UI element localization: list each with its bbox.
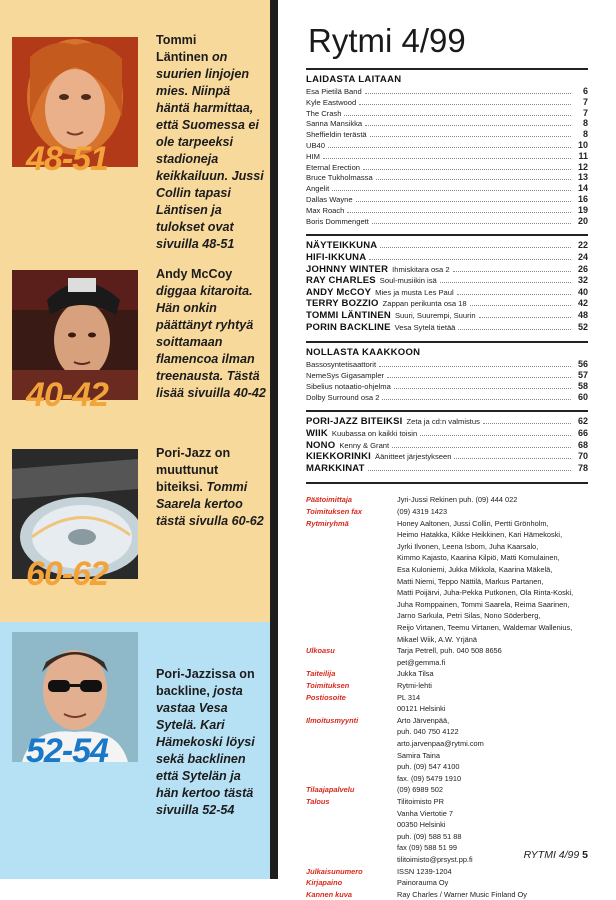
credit-line: Ray Charles / Warner Music Finland Oy [397, 889, 527, 899]
credit-line: PL 314 [397, 692, 421, 702]
credit-value [397, 680, 597, 692]
section-heading: NOLLASTA KAAKKOON [306, 347, 421, 359]
credit-line: Samira Taina [397, 750, 440, 760]
credit-line: Jukka Tilsa [397, 669, 434, 679]
entry-title: Dolby Surround osa 2 [306, 392, 380, 402]
entry-subtitle: Vesa Sytelä tietää [394, 322, 456, 332]
toc-entry[interactable] [306, 205, 588, 216]
entry-title: Sanna Mansikka [306, 119, 363, 129]
credit-label: Ulkoasu [306, 646, 335, 656]
credit-line: puh. 040 750 4122 [397, 727, 459, 737]
toc-entry[interactable] [306, 97, 588, 108]
toc-entry[interactable] [306, 463, 588, 475]
feature-mccoy [0, 218, 278, 433]
credit-label: Tilaajapalvelu [306, 785, 355, 795]
pages-number: 52-54 [26, 732, 108, 770]
entry-title: Boris Dommengett [306, 216, 369, 226]
leader-dots [379, 359, 571, 367]
credit-line: fax. (09) 5479 1910 [397, 773, 462, 783]
toc-entry[interactable] [306, 240, 588, 252]
credit-label: Rytmiryhmä [306, 518, 349, 528]
toc-entry[interactable] [306, 162, 588, 173]
entry-title: Bruce Tukholmassa [306, 173, 373, 183]
entry-title: Dallas Wayne [306, 195, 353, 204]
footer-page-number: 5 [582, 849, 588, 861]
credit-line: (09) 6989 502 [397, 785, 444, 795]
entry-title: Eternal Erection [306, 162, 361, 172]
entry-page: 6 [582, 86, 588, 96]
leader-dots [323, 151, 571, 159]
entry-page: 20 [577, 215, 588, 226]
leader-dots [369, 252, 571, 260]
credit-line: Jyrki Ilvonen, Leena Isbom, Juha Kaarsalo, [397, 541, 539, 551]
page-title: Rytmi 4/99 [308, 22, 466, 59]
leader-dots [453, 264, 571, 272]
credit-line: Kimmo Kajasto, Kaarina Kilpiö, Matti Komulainen, [397, 553, 560, 563]
credit-line: Tarja Petrell, puh. 040 508 8656 [397, 646, 502, 656]
entry-subtitle: Mies ja musta Les Paul [375, 287, 454, 297]
toc-entry[interactable] [306, 118, 588, 129]
entry-title: The Crash [306, 108, 342, 118]
credit-line: Tilitoimisto PR [397, 797, 444, 806]
toc-entry[interactable] [306, 322, 588, 334]
entry-title: PORI-JAZZ BITEIKSI [306, 416, 403, 428]
entry-title: TOMMI LÄNTINEN [306, 310, 391, 321]
credit-line: 00350 Helsinki [397, 820, 446, 830]
entry-page: 58 [577, 380, 588, 391]
credit-label: Taiteilija [306, 669, 336, 679]
entry-page: 42 [577, 298, 588, 309]
leader-dots [440, 275, 571, 283]
credit-entry [306, 494, 596, 506]
toc-entry[interactable] [306, 440, 588, 452]
toc-entry[interactable] [306, 108, 588, 119]
credit-line: Rytmi-lehti [397, 681, 432, 690]
entry-page: 16 [577, 194, 588, 204]
entry-page: 24 [577, 252, 588, 262]
entry-subtitle: Soul-musiikin isä [379, 276, 437, 286]
leader-dots [347, 205, 571, 213]
credit-value [397, 494, 597, 506]
entry-page: 7 [582, 107, 588, 118]
entry-title: MARKKINAT [306, 462, 365, 474]
leader-dots [372, 216, 571, 224]
credit-line: arto.jarvenpaa@rytmi.com [397, 738, 484, 748]
leader-dots [458, 322, 571, 330]
feature-blurb: Pori-Jazz on muuttunut biteiksi. Tommi Saarela kertoo tästä sivulla 60-62 [156, 446, 264, 528]
leader-dots [387, 370, 571, 378]
toc-entry[interactable] [306, 428, 588, 440]
entry-page: 11 [578, 150, 588, 161]
credit-value [397, 866, 597, 878]
leader-dots [479, 310, 571, 318]
leader-dots [392, 440, 571, 448]
leader-dots [420, 428, 571, 436]
credit-line: Honey Aaltonen, Jussi Collin, Pertti Grönholm, [397, 518, 549, 528]
feature-blurb: Pori-Jazzissa on backline, josta vastaa Vesa Sytelä. Kari Hämekoski löysi sekä backlinen että Sytelän ja hän kertoo tästä sivuilla 52-54 [156, 667, 255, 817]
leader-dots [328, 140, 571, 148]
entry-page: 62 [577, 416, 588, 427]
toc-entry[interactable] [306, 86, 588, 97]
toc-entry[interactable] [306, 183, 588, 194]
credit-line: (09) 4319 1423 [397, 507, 448, 516]
feature-pori-jazz [0, 433, 278, 622]
toc-entry[interactable] [306, 287, 588, 299]
credit-value [397, 692, 597, 715]
toc-entry[interactable] [306, 298, 588, 310]
feature-blurb: Andy McCoy diggaa kitaroita. Hän onkin päättänyt ryhtyä soittamaan flamencoa ilman treenausta. Tästä lisää sivuilla 40-42 [156, 267, 266, 400]
pages-number: 48-51 [26, 140, 108, 178]
toc-entry[interactable] [306, 370, 588, 381]
entry-title: Max Roach [306, 205, 345, 215]
credit-label: Ilmoitusmyynti [306, 715, 359, 725]
credit-value [397, 889, 597, 900]
entry-title: NemeSys Gigasampler [306, 371, 385, 380]
entry-page: 22 [577, 240, 588, 251]
toc-entry[interactable] [306, 129, 588, 140]
toc-entry[interactable] [306, 359, 588, 370]
credit-line: Mikael Wiik, A.W. Yrjänä [397, 634, 477, 644]
credit-label: Toimituksen [306, 681, 350, 690]
credit-line: Jyri-Jussi Rekinen puh. (09) 444 022 [397, 495, 518, 505]
leader-dots [380, 240, 571, 248]
credit-line: Arto Järvenpää, [397, 715, 450, 725]
credit-entry [306, 506, 596, 518]
credit-value [397, 518, 597, 646]
entry-title: Bassosyntetisaattorit [306, 360, 377, 370]
leader-dots [470, 298, 571, 306]
entry-subtitle: Zeta ja cd:n valmistus [406, 417, 480, 427]
credit-value [397, 645, 597, 668]
toc-entry[interactable] [306, 451, 588, 463]
section-rule [306, 482, 588, 484]
toc-entry[interactable] [306, 140, 588, 151]
credit-entry [306, 692, 596, 715]
leader-dots [382, 392, 571, 400]
entry-title: PORIN BACKLINE [306, 321, 391, 333]
entry-title: HIFI-IKKUNA [306, 252, 367, 263]
credit-line: tilitoimisto@prsyst.pp.fi [397, 854, 473, 864]
credit-line: Heimo Hatakka, Kikke Heikkinen, Kari Hämekoski, [397, 530, 563, 540]
credit-line: Jarno Sarkula, Petri Silas, Nono Söderberg, [397, 611, 541, 621]
entry-page: 68 [577, 439, 588, 450]
section-rule [306, 341, 588, 343]
leader-dots [359, 97, 571, 105]
entry-page: 48 [577, 310, 588, 320]
feature-lantinen [0, 0, 278, 251]
credit-line: Esa Kuloniemi, Jukka Mikkola, Kaarina Mäkelä, [397, 564, 553, 574]
leader-dots [344, 108, 571, 116]
credit-label: Kirjapaino [306, 878, 343, 888]
toc-entry[interactable] [306, 416, 588, 428]
credit-entry [306, 668, 596, 680]
credit-line: fax (09) 588 51 99 [397, 843, 457, 853]
credit-entry [306, 784, 596, 796]
entry-page: 60 [577, 391, 588, 402]
entry-page: 57 [577, 370, 588, 380]
entry-title: Sibelius notaatio-ohjelma [306, 381, 391, 391]
entry-page: 8 [582, 129, 588, 140]
credit-label: Talous [306, 797, 330, 806]
pages-number: 60-62 [26, 555, 108, 593]
leader-dots [454, 451, 571, 459]
credit-value [397, 715, 597, 785]
pages-number: 40-42 [26, 376, 108, 414]
leader-dots [365, 118, 571, 126]
toc-entry[interactable] [306, 275, 588, 287]
credit-value [397, 668, 597, 680]
entry-page: 78 [577, 462, 588, 473]
credit-line: Vanha Viertotie 7 [397, 808, 454, 818]
entry-title: Sheffieldin terästä [306, 130, 367, 140]
entry-subtitle: Kuubassa on kaikki toisin [331, 429, 418, 438]
entry-page: 70 [577, 451, 588, 462]
entry-title: Kyle Eastwood [306, 97, 357, 107]
credit-label: Julkaisunumero [306, 866, 363, 876]
entry-subtitle: Äänitteet järjestykseen [375, 452, 452, 462]
credit-label: Toimituksen fax [306, 507, 362, 516]
toc-entry[interactable] [306, 252, 588, 264]
credit-line: pet@gemma.fi [397, 657, 446, 667]
credit-line: Juha Romppainen, Tommi Saarela, Reima Saarinen, [397, 599, 570, 609]
entry-page: 12 [577, 161, 588, 172]
entry-title: NONO [306, 439, 336, 451]
toc-entry[interactable] [306, 151, 588, 162]
entry-title: Angelit [306, 184, 330, 194]
leader-dots [483, 416, 571, 424]
toc-entry[interactable] [306, 194, 588, 205]
title-rule [306, 68, 588, 70]
credit-entry [306, 645, 596, 668]
leader-dots [332, 183, 571, 191]
credit-entry [306, 889, 596, 900]
leader-dots [457, 287, 571, 295]
feature-backline [0, 622, 278, 879]
credit-line: puh. (09) 588 51 88 [397, 831, 462, 841]
entry-title: UB40 [306, 141, 325, 150]
credit-value [397, 506, 597, 518]
entry-page: 32 [577, 275, 588, 286]
credit-line: Matti Poijärvi, Juha-Pekka Putkonen, Ola Rinta-Koski, [397, 588, 574, 598]
toc-entry[interactable] [306, 216, 588, 227]
credit-value [397, 784, 597, 796]
entry-subtitle: Kenny & Grant [339, 440, 390, 450]
entry-title: HIM [306, 151, 320, 161]
entry-page: 10 [577, 140, 588, 150]
section-rule [306, 410, 588, 412]
entry-title: NÄYTEIKKUNA [306, 240, 378, 252]
entry-subtitle: Ihmiskitara osa 2 [392, 264, 450, 274]
credit-entry [306, 680, 596, 692]
feature-blurb: Tommi Läntinen on suurien linjojen mies. Niinpä häntä harmittaa, että Suomessa ei ole tarpeeksi stadioneja keikkailuun. Jussi Collin tapasi Läntisen ja tulokset ovat sivuilla 48-51 [156, 33, 264, 251]
credit-entry [306, 866, 596, 878]
entry-page: 7 [582, 96, 588, 107]
section-rule [306, 234, 588, 236]
leader-dots [365, 86, 571, 94]
entry-page: 56 [577, 359, 588, 370]
page-footer [524, 849, 588, 861]
entry-title: ANDY McCOY [306, 286, 372, 298]
credit-label: Kannen kuva [306, 889, 353, 899]
credit-line: puh. (09) 547 4100 [397, 762, 460, 772]
entry-subtitle: Suuri, Suurempi, Suurin [394, 311, 476, 320]
right-column [278, 0, 616, 899]
toc-entry[interactable] [306, 310, 588, 322]
entry-title: RAY CHARLES [306, 275, 376, 287]
leader-dots [376, 172, 571, 180]
footer-magazine: RYTMI 4/99 [523, 849, 580, 861]
credit-label: Päätoimittaja [306, 495, 353, 505]
leader-dots [370, 129, 571, 137]
entry-page: 66 [577, 428, 588, 438]
entry-title: KIEKKORINKI [306, 451, 372, 463]
entry-page: 13 [577, 172, 588, 183]
leader-dots [394, 381, 571, 389]
section-heading: LAIDASTA LAITAAN [306, 74, 402, 85]
credit-line: ISSN 1239-1204 [397, 866, 452, 876]
toc-entry[interactable] [306, 392, 588, 403]
entry-page: 8 [582, 118, 588, 129]
blurb-bold: Tommi Läntinen [156, 33, 209, 64]
toc-entry[interactable] [306, 264, 588, 276]
entry-page: 19 [577, 204, 588, 215]
leader-dots [363, 162, 571, 170]
credit-entry [306, 715, 596, 785]
entry-subtitle: Zappan perikunta osa 18 [382, 299, 467, 309]
toc-entry[interactable] [306, 381, 588, 392]
leader-dots [356, 194, 571, 202]
credit-entry [306, 518, 596, 646]
entry-page: 14 [577, 183, 588, 194]
entry-title: TERRY BOZZIO [306, 298, 379, 310]
credit-line: Painorauma Oy [397, 878, 449, 888]
entry-title: WIIK [306, 428, 328, 439]
entry-title: Esa Pietilä Band [306, 87, 362, 96]
credit-line: Reijo Virtanen, Teemu Virtanen, Waldemar Wallenius, [397, 622, 573, 632]
leader-dots [368, 463, 571, 471]
entry-page: 40 [577, 286, 588, 297]
credit-label: Postiosoite [306, 692, 346, 702]
entry-page: 26 [577, 263, 588, 274]
credit-line: 00121 Helsinki [397, 704, 446, 714]
credit-line: Matti Niemi, Teppo Nättilä, Markus Partanen, [397, 576, 544, 586]
entry-title: JOHNNY WINTER [306, 263, 389, 275]
entry-page: 52 [577, 321, 588, 332]
toc-entry[interactable] [306, 172, 588, 183]
